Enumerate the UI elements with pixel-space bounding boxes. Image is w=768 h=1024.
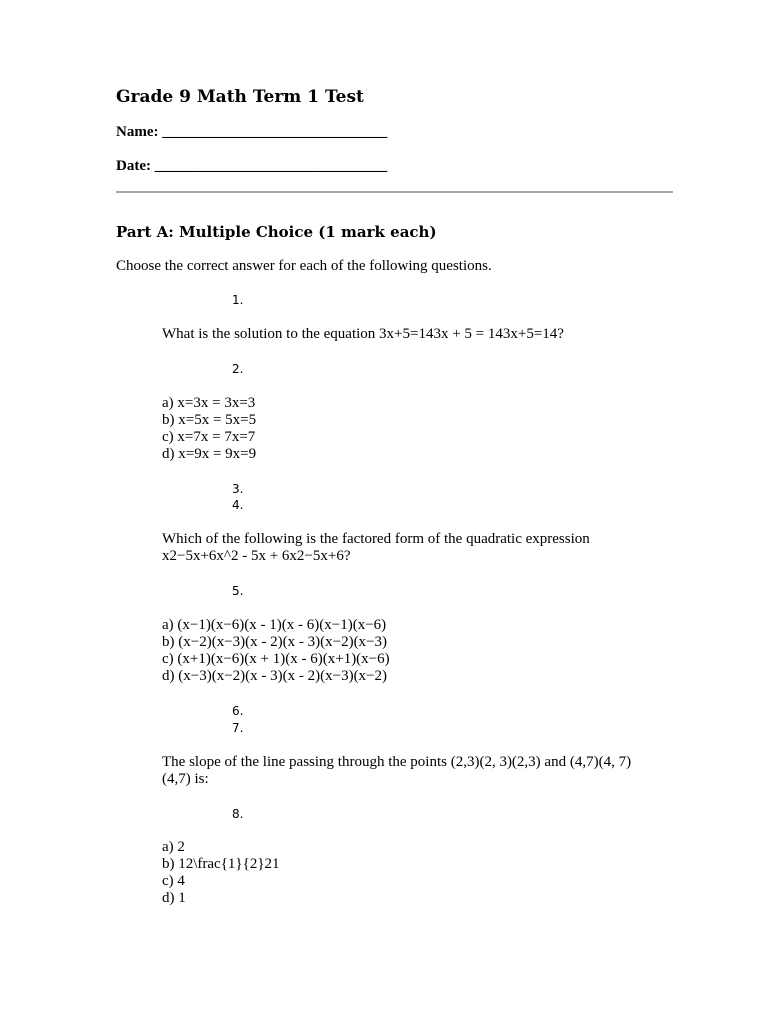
answer-option: a) 2 <box>162 839 185 855</box>
horizontal-rule <box>116 191 673 193</box>
question-text: x2−5x+6x^2 - 5x + 6x2−5x+6? <box>162 548 351 564</box>
date-field: Date: _______________________________ <box>116 158 388 174</box>
list-number: 2. <box>232 362 244 376</box>
question-text: What is the solution to the equation 3x+5=143x + 5 = 143x+5=14? <box>162 326 564 342</box>
list-number: 1. <box>232 293 244 307</box>
answer-option: b) 12\frac{1}{2}21 <box>162 856 280 872</box>
section-heading-part-a: Part A: Multiple Choice (1 mark each) <box>116 223 437 241</box>
answer-option: d) (x−3)(x−2)(x - 3)(x - 2)(x−3)(x−2) <box>162 668 388 684</box>
list-number: 3. <box>232 482 244 496</box>
question-text: (4,7) is: <box>162 771 209 787</box>
list-number: 4. <box>232 498 244 512</box>
answer-option: d) 1 <box>162 890 186 906</box>
answer-option: d) x=9x = 9x=9 <box>162 446 257 462</box>
page-title: Grade 9 Math Term 1 Test <box>116 87 364 107</box>
answer-option: a) x=3x = 3x=3 <box>162 395 256 411</box>
answer-option: c) x=7x = 7x=7 <box>162 429 256 445</box>
answer-option: a) (x−1)(x−6)(x - 1)(x - 6)(x−1)(x−6) <box>162 617 387 633</box>
list-number: 5. <box>232 584 244 598</box>
name-field: Name: ______________________________ <box>116 124 388 140</box>
answer-option: b) (x−2)(x−3)(x - 2)(x - 3)(x−2)(x−3) <box>162 634 388 650</box>
answer-option: b) x=5x = 5x=5 <box>162 412 257 428</box>
question-text: The slope of the line passing through the points (2,3)(2, 3)(2,3) and (4,7)(4, 7) <box>162 754 632 770</box>
list-number: 7. <box>232 721 244 735</box>
instruction-text: Choose the correct answer for each of the following questions. <box>116 258 492 274</box>
answer-option: c) 4 <box>162 873 185 889</box>
list-number: 6. <box>232 704 244 718</box>
answer-option: c) (x+1)(x−6)(x + 1)(x - 6)(x+1)(x−6) <box>162 651 390 667</box>
list-number: 8. <box>232 807 244 821</box>
question-text: Which of the following is the factored form of the quadratic expression <box>162 531 590 547</box>
